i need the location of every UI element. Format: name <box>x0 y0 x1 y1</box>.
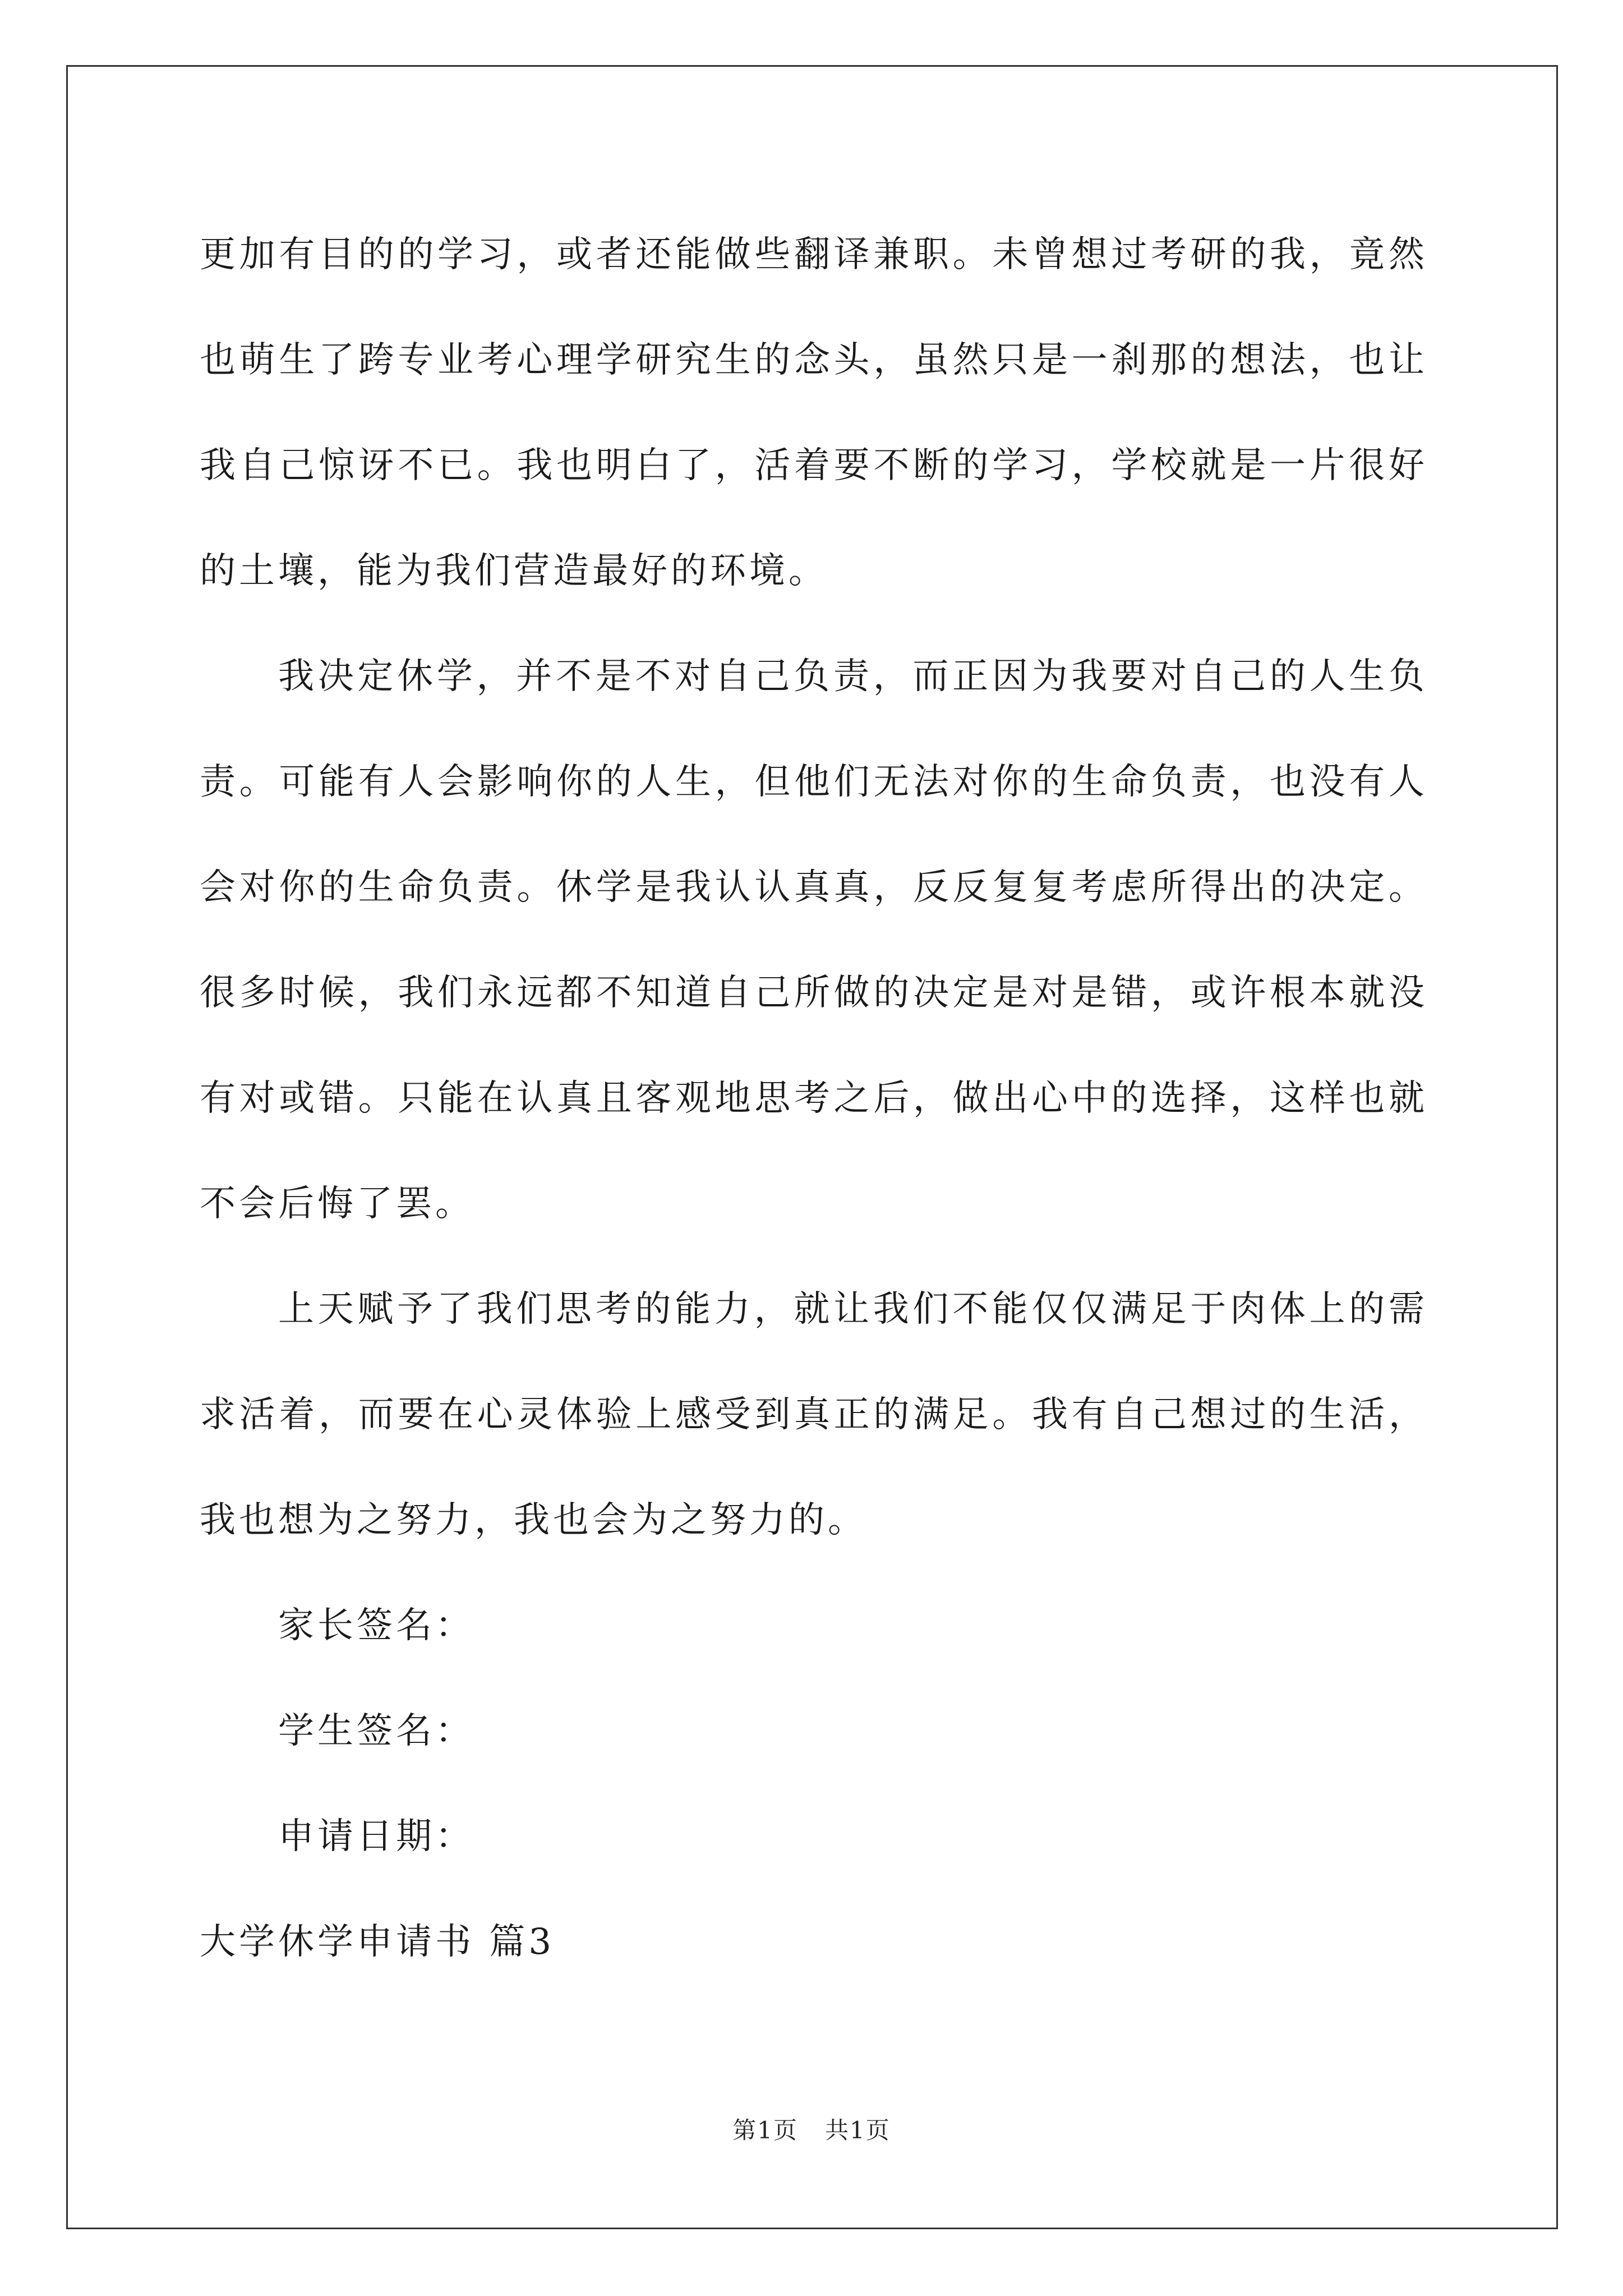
paragraph-thinking: 上天赋予了我们思考的能力，就让我们不能仅仅满足于肉体上的需求活着，而要在心灵体验上感受到真正的满足。我有自己想过的生活，我也想为之努力，我也会为之努力的。 <box>200 1289 1428 1541</box>
page-total: 共1页 <box>825 2116 891 2144</box>
document-body <box>200 202 1428 1995</box>
page-footer <box>0 2112 1623 2146</box>
section-heading: 大学休学申请书 篇3 <box>200 1921 555 1963</box>
paragraph-decision: 我决定休学，并不是不对自己负责，而正因为我要对自己的人生负责。可能有人会影响你的人生，但他们无法对你的生命负责，也没有人会对你的生命负责。休学是我认认真真，反反复复考虑所得出的决定。很多时候，我们永远都不知道自己所做的决定是对是错，或许根本就没有对或错。只能在认真且客观地思考之后，做出心中的选择，这样也就不会后悔了罢。 <box>200 656 1428 1225</box>
page-number: 第1页 <box>732 2116 798 2144</box>
student-signature-label: 学生签名： <box>278 1710 474 1752</box>
application-date-label: 申请日期： <box>278 1816 474 1857</box>
paragraph-continuation: 更加有目的的学习，或者还能做些翻译兼职。未曾想过考研的我，竟然也萌生了跨专业考心理学研究生的念头，虽然只是一刹那的想法，也让我自己惊讶不已。我也明白了，活着要不断的学习，学校就是一片很好的土壤，能为我们营造最好的环境。 <box>200 234 1428 592</box>
parent-signature-label: 家长签名： <box>278 1605 474 1646</box>
